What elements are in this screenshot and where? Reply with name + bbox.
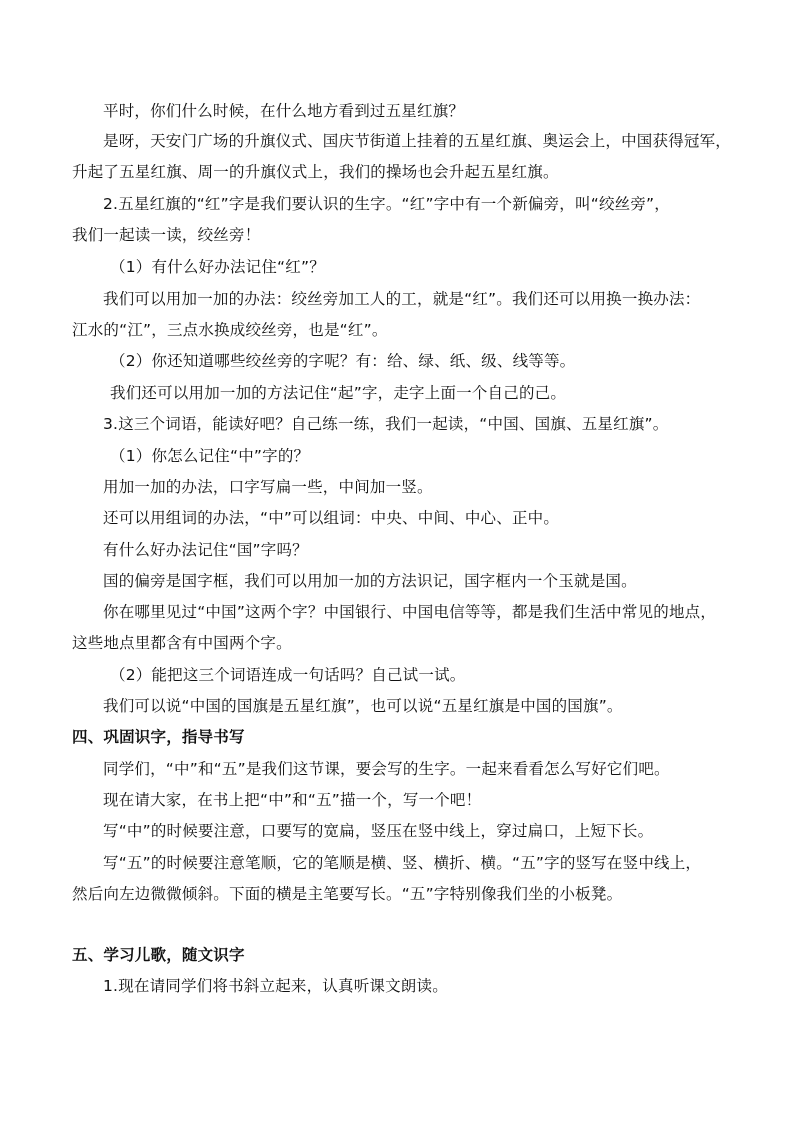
section-heading: 四、巩固识字，指导书写: [72, 728, 245, 746]
paragraph-line: 升起了五星红旗、周一的升旗仪式上，我们的操场也会升起五星红旗。: [72, 163, 559, 181]
paragraph-line: 写“中”的时候要注意，口要写的宽扁，竖压在竖中线上，穿过扁口，上短下长。: [103, 822, 654, 840]
paragraph-line: 江水的“江”，三点水换成绞丝旁，也是“红”。: [72, 321, 388, 339]
paragraph-line: 写“五”的时候要注意笔顺，它的笔顺是横、竖、横折、横。“五”字的竖写在竖中线上，: [103, 854, 702, 872]
paragraph-line: （2）你还知道哪些绞丝旁的字呢？有：给、绿、纸、级、线等等。: [110, 352, 576, 370]
paragraph-line: 3.这三个词语，能读好吧？自己练一练，我们一起读，“中国、国旗、五星红旗”。: [103, 415, 669, 433]
paragraph-line: 这些地点里都含有中国两个字。: [72, 634, 292, 652]
paragraph-line: 是呀，天安门广场的升旗仪式、国庆节街道上挂着的五星红旗、奥运会上，中国获得冠军，: [103, 132, 732, 150]
paragraph-line: 同学们，“中”和“五”是我们这节课，要会写的生字。一起来看看怎么写好它们吧。: [103, 760, 670, 778]
paragraph-line: 还可以用组词的办法，“中”可以组词：中央、中间、中心、正中。: [103, 509, 560, 527]
paragraph-line: （1）你怎么记住“中”字的？: [110, 447, 310, 465]
paragraph-line: 我们可以说“中国的国旗是五星红旗”，也可以说“五星红旗是中国的国旗”。: [103, 697, 623, 715]
paragraph-line: （2）能把这三个词语连成一句话吗？自己试一试。: [110, 666, 466, 684]
paragraph-line: 然后向左边微微倾斜。下面的横是主笔要写长。“五”字特别像我们坐的小板凳。: [72, 885, 623, 903]
paragraph-line: 我们还可以用加一加的方法记住“起”字，走字上面一个自己的己。: [110, 384, 567, 402]
paragraph-line: 用加一加的办法，口字写扁一些，中间加一竖。: [103, 478, 433, 496]
paragraph-line: 2.五星红旗的“红”字是我们要认识的生字。“红”字中有一个新偏旁，叫“绞丝旁”，: [103, 195, 670, 213]
paragraph-line: 我们可以用加一加的办法：绞丝旁加工人的工，就是“红”。我们还可以用换一换办法：: [103, 290, 701, 308]
paragraph-line: 平时，你们什么时候，在什么地方看到过五星红旗？: [103, 102, 465, 120]
paragraph-line: 1.现在请同学们将书斜立起来，认真听课文朗读。: [103, 977, 448, 995]
paragraph-line: 我们一起读一读，绞丝旁！: [72, 226, 261, 244]
paragraph-line: 你在哪里见过“中国”这两个字？中国银行、中国电信等等，都是我们生活中常见的地点，: [103, 603, 717, 621]
paragraph-line: 有什么好办法记住“国”字吗？: [103, 541, 308, 559]
paragraph-line: （1）有什么好办法记住“红”？: [110, 258, 325, 276]
paragraph-line: 国的偏旁是国字框，我们可以用加一加的方法识记，国字框内一个玉就是国。: [103, 572, 637, 590]
section-heading: 五、学习儿歌，随文识字: [72, 946, 245, 964]
paragraph-line: 现在请大家，在书上把“中”和“五”描一个，写一个吧！: [103, 791, 482, 809]
